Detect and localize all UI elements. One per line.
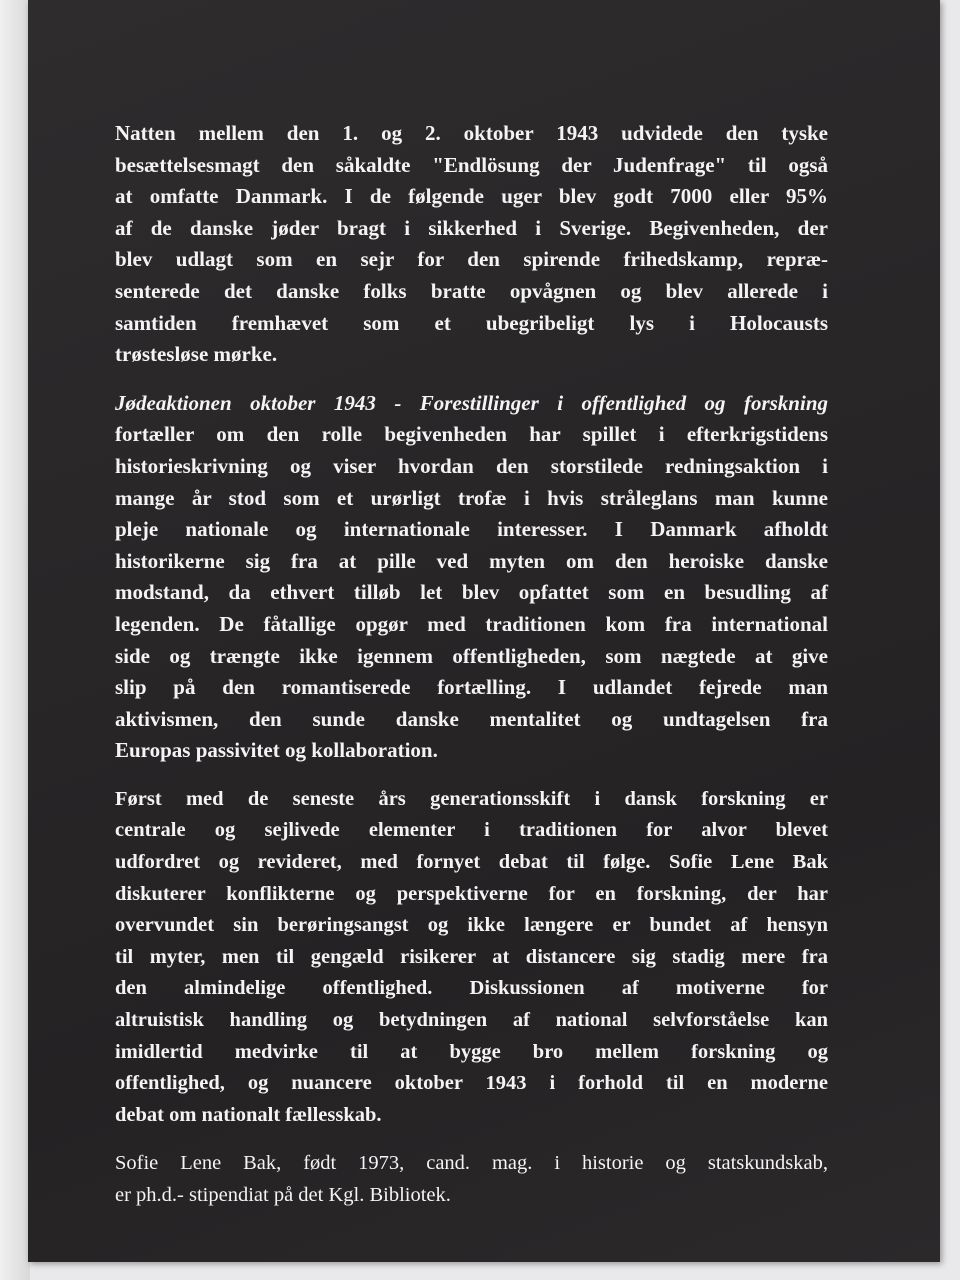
text-line: aktivismen, den sunde danske mentalitet og undtagelsen fra — [115, 706, 828, 731]
text-line: samtiden fremhævet som et ubegribeligt lys i Holocausts — [115, 310, 828, 335]
text-line: Europas passivitet og kollaboration. — [115, 738, 438, 763]
text-line: Sofie Lene Bak, født 1973, cand. mag. i historie og statskundskab, — [115, 1152, 828, 1175]
paragraph-4 — [115, 1148, 828, 1211]
text-line: legenden. De fåtallige opgør med traditionen kom fra international — [115, 611, 828, 636]
text-line: imidlertid medvirke til at bygge bro mellem forskning og — [115, 1040, 828, 1063]
text-line: fortæller om den rolle begivenheden har spillet i efterkrigstidens — [115, 422, 828, 447]
text-line: af de danske jøder bragt i sikkerhed i Sverige. Begivenheden, der — [115, 215, 828, 240]
text-line: mange år stod som et urørligt trofæ i hvis stråleglans man kunne — [115, 485, 828, 510]
text-line: pleje nationale og internationale interesser. I Danmark afholdt — [115, 517, 828, 542]
text-line: modstand, da ethvert tilløb let blev opfattet som en besudling af — [115, 580, 828, 605]
text-line: Først med de seneste års generationsskift i dansk forskning er — [115, 787, 828, 810]
text-line: offentlighed, og nuancere oktober 1943 i forhold til en moderne — [115, 1072, 828, 1095]
background-surface — [0, 0, 30, 1280]
text-line: Natten mellem den 1. og 2. oktober 1943 udvidede den tyske — [115, 121, 828, 145]
text-line: historikerne sig fra at pille ved myten om den heroiske danske — [115, 548, 828, 573]
text-line: er ph.d.- stipendiat på det Kgl. Bibliotek. — [115, 1184, 451, 1206]
text-line: centrale og sejlivede elementer i traditionen for alvor blevet — [115, 819, 828, 842]
text-line: side og trængte ikke igennem offentligheden, som nægtede at give — [115, 643, 828, 668]
text-line: altruistisk handling og betydningen af national selvforståelse kan — [115, 1009, 828, 1032]
blurb-text — [115, 118, 828, 1229]
text-line: udfordret og revideret, med fornyet debat til følge. Sofie Lene Bak — [115, 851, 828, 874]
book-title-line: Jødeaktionen oktober 1943 - Forestillinger i offentlighed og forskning — [115, 390, 828, 415]
text-line: debat om nationalt fællesskab. — [115, 1103, 382, 1126]
text-line: historieskrivning og viser hvordan den storstilede redningsaktion i — [115, 453, 828, 478]
text-line: overvundet sin berøringsangst og ikke længere er bundet af hensyn — [115, 914, 828, 937]
text-line: den almindelige offentlighed. Diskussionen af motiverne for — [115, 977, 828, 1000]
paragraph-2 — [115, 388, 828, 767]
text-line: diskuterer konflikterne og perspektiverne for en forskning, der har — [115, 882, 828, 905]
paragraph-1 — [115, 118, 828, 371]
paragraph-3 — [115, 784, 828, 1132]
text-line: senterede det danske folks bratte opvågnen og blev allerede i — [115, 278, 828, 303]
text-line: blev udlagt som en sejr for den spirende frihedskamp, repræ- — [115, 247, 828, 272]
text-line: at omfatte Danmark. I de følgende uger blev godt 7000 eller 95% — [115, 184, 828, 209]
text-line: slip på den romantiserede fortælling. I udlandet fejrede man — [115, 675, 828, 700]
text-line: trøstesløse mørke. — [115, 342, 278, 367]
text-line: besættelsesmagt den såkaldte "Endlösung der Judenfrage" til også — [115, 152, 828, 177]
text-line: til myter, men til gengæld risikerer at distancere sig stadig mere fra — [115, 945, 828, 968]
